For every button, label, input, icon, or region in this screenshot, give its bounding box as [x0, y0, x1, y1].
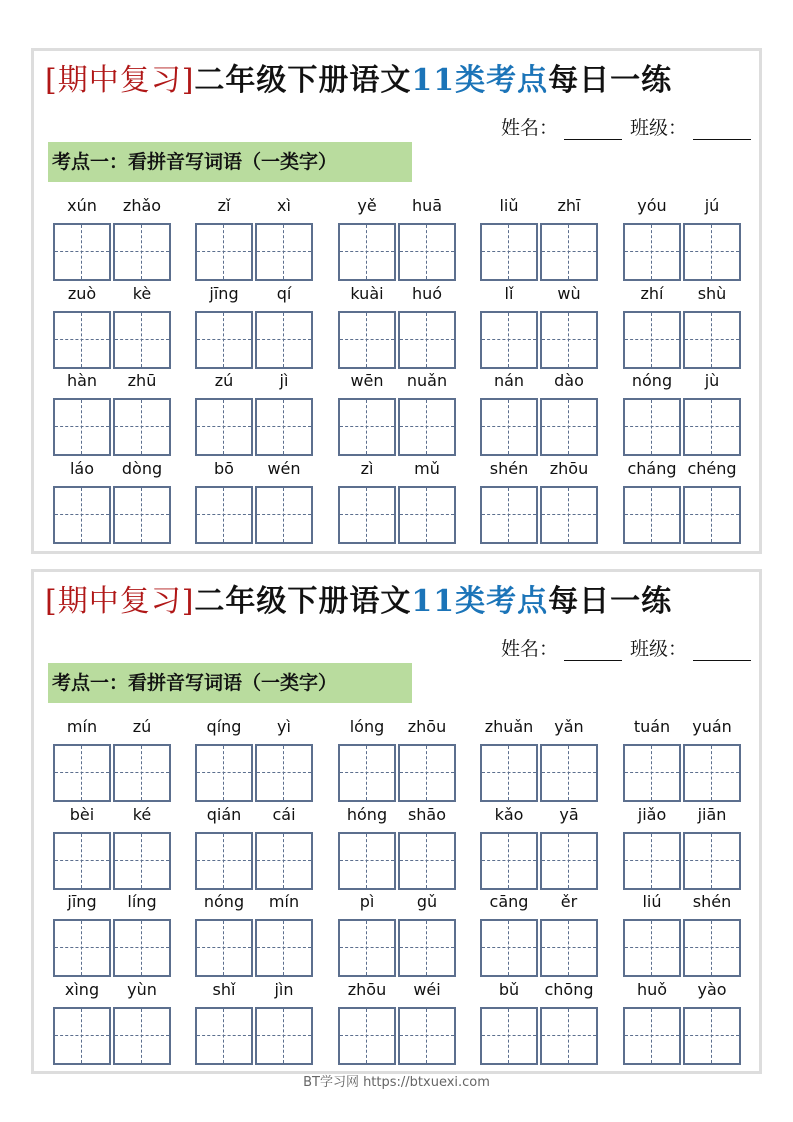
tianzige-writing-box[interactable] — [113, 1007, 171, 1065]
tianzige-writing-box[interactable] — [540, 832, 598, 890]
worksheet-card — [31, 569, 762, 1074]
character-cell — [255, 458, 313, 546]
pinyin-label: dào — [554, 371, 584, 390]
pinyin-label: ké — [132, 805, 152, 824]
word-item — [338, 716, 458, 804]
word-item — [623, 458, 743, 546]
pinyin-label: shén — [692, 892, 732, 911]
pinyin-label: zú — [132, 717, 152, 736]
tianzige-writing-box[interactable] — [398, 1007, 456, 1065]
character-cell — [255, 370, 313, 458]
character-cell — [540, 195, 598, 283]
character-cell — [113, 716, 171, 804]
title-suffix: 每日一练 — [548, 63, 673, 98]
class-field[interactable] — [693, 118, 751, 140]
tianzige-writing-box[interactable] — [398, 744, 456, 802]
character-cell — [113, 891, 171, 979]
tianzige-writing-box[interactable] — [255, 311, 313, 369]
name-field[interactable] — [564, 639, 622, 661]
tianzige-writing-box[interactable] — [623, 486, 681, 544]
pinyin-label: zǐ — [217, 196, 231, 215]
character-cell — [113, 370, 171, 458]
title-highlight: 11类考点 — [411, 584, 549, 619]
name-label: 姓名： — [500, 117, 558, 139]
word-row — [34, 891, 759, 979]
tianzige-writing-box[interactable] — [623, 398, 681, 456]
tianzige-writing-box[interactable] — [540, 1007, 598, 1065]
tianzige-writing-box[interactable] — [338, 311, 396, 369]
pinyin-label: zhí — [640, 284, 664, 303]
tianzige-writing-box[interactable] — [623, 919, 681, 977]
character-cell — [398, 979, 456, 1067]
tianzige-writing-box[interactable] — [195, 919, 253, 977]
character-cell — [540, 979, 598, 1067]
pinyin-label: jì — [279, 371, 289, 390]
tianzige-writing-box[interactable] — [398, 486, 456, 544]
pinyin-label: huā — [411, 196, 443, 215]
tianzige-writing-box[interactable] — [540, 223, 598, 281]
pinyin-label: wéi — [413, 980, 441, 999]
tianzige-writing-box[interactable] — [623, 744, 681, 802]
title-prefix: [期中复习] — [45, 584, 195, 619]
tianzige-writing-box[interactable] — [255, 486, 313, 544]
title-highlight: 11类考点 — [411, 63, 549, 98]
word-item — [623, 370, 743, 458]
word-item — [623, 195, 743, 283]
character-cell — [683, 804, 741, 892]
pinyin-label: zhuǎn — [484, 717, 534, 736]
title-prefix: [期中复习] — [45, 63, 195, 98]
tianzige-writing-box[interactable] — [53, 832, 111, 890]
character-cell — [683, 716, 741, 804]
tianzige-writing-box[interactable] — [113, 311, 171, 369]
character-cell — [255, 804, 313, 892]
pinyin-label: yùn — [127, 980, 157, 999]
pinyin-label: kè — [132, 284, 152, 303]
character-cell — [540, 370, 598, 458]
tianzige-writing-box[interactable] — [398, 832, 456, 890]
pinyin-label: zhōu — [407, 717, 447, 736]
word-item — [338, 804, 458, 892]
pinyin-label: qíng — [206, 717, 242, 736]
tianzige-writing-box[interactable] — [195, 1007, 253, 1065]
pinyin-label: dòng — [121, 459, 163, 478]
tianzige-writing-box[interactable] — [255, 398, 313, 456]
pinyin-label: chéng — [687, 459, 737, 478]
pinyin-label: zhōu — [347, 980, 387, 999]
character-cell — [683, 370, 741, 458]
word-row — [34, 804, 759, 892]
word-item — [53, 979, 173, 1067]
pinyin-label: mǔ — [414, 459, 440, 478]
word-item — [480, 891, 600, 979]
pinyin-label: xún — [67, 196, 97, 215]
pinyin-label: jù — [704, 371, 720, 390]
word-item — [338, 458, 458, 546]
pinyin-label: xì — [277, 196, 291, 215]
tianzige-writing-box[interactable] — [338, 744, 396, 802]
pinyin-label: láo — [69, 459, 95, 478]
word-row — [34, 370, 759, 458]
word-item — [195, 283, 315, 371]
character-cell — [398, 195, 456, 283]
pinyin-label: jīng — [67, 892, 97, 911]
word-item — [195, 804, 315, 892]
tianzige-writing-box[interactable] — [480, 223, 538, 281]
tianzige-writing-box[interactable] — [195, 486, 253, 544]
word-item — [53, 195, 173, 283]
tianzige-writing-box[interactable] — [195, 311, 253, 369]
section-label: 考点一：看拼音写词语（一类字） — [48, 663, 412, 703]
word-item — [623, 804, 743, 892]
tianzige-writing-box[interactable] — [53, 223, 111, 281]
tianzige-writing-box[interactable] — [255, 744, 313, 802]
tianzige-writing-box[interactable] — [338, 486, 396, 544]
word-item — [480, 458, 600, 546]
pinyin-label: jiān — [697, 805, 727, 824]
pinyin-label: yào — [697, 980, 727, 999]
tianzige-writing-box[interactable] — [195, 744, 253, 802]
pinyin-label: zì — [360, 459, 374, 478]
tianzige-writing-box[interactable] — [338, 398, 396, 456]
word-item — [195, 716, 315, 804]
pinyin-label: nuǎn — [406, 371, 448, 390]
pinyin-label: zhī — [557, 196, 581, 215]
tianzige-writing-box[interactable] — [623, 1007, 681, 1065]
tianzige-writing-box[interactable] — [398, 398, 456, 456]
pinyin-label: yóu — [637, 196, 667, 215]
class-label: 班级： — [629, 117, 687, 139]
tianzige-writing-box[interactable] — [480, 486, 538, 544]
student-info — [501, 113, 751, 140]
tianzige-writing-box[interactable] — [398, 919, 456, 977]
tianzige-writing-box[interactable] — [113, 832, 171, 890]
section-label: 考点一：看拼音写词语（一类字） — [48, 142, 412, 182]
tianzige-writing-box[interactable] — [683, 919, 741, 977]
character-cell — [113, 804, 171, 892]
word-item — [195, 458, 315, 546]
name-field[interactable] — [564, 118, 622, 140]
tianzige-writing-box[interactable] — [540, 919, 598, 977]
character-cell — [255, 716, 313, 804]
word-item — [623, 979, 743, 1067]
word-item — [623, 716, 743, 804]
tianzige-writing-box[interactable] — [53, 398, 111, 456]
pinyin-label: yā — [559, 805, 579, 824]
pinyin-label: qí — [276, 284, 292, 303]
word-item — [195, 370, 315, 458]
word-item — [195, 891, 315, 979]
pinyin-label: gǔ — [416, 892, 438, 911]
pinyin-label: lóng — [349, 717, 385, 736]
word-item — [338, 283, 458, 371]
tianzige-writing-box[interactable] — [623, 223, 681, 281]
pinyin-label: tuán — [633, 717, 671, 736]
worksheet-title — [45, 582, 672, 622]
tianzige-writing-box[interactable] — [683, 311, 741, 369]
pinyin-label: hóng — [346, 805, 388, 824]
pinyin-label: cháng — [627, 459, 677, 478]
pinyin-label: zhōu — [549, 459, 589, 478]
character-cell — [683, 891, 741, 979]
pinyin-label: chōng — [544, 980, 594, 999]
character-cell — [398, 370, 456, 458]
word-item — [480, 804, 600, 892]
tianzige-writing-box[interactable] — [623, 832, 681, 890]
pinyin-label: wén — [267, 459, 301, 478]
word-row — [34, 195, 759, 283]
character-cell — [255, 891, 313, 979]
word-item — [480, 195, 600, 283]
tianzige-writing-box[interactable] — [623, 311, 681, 369]
tianzige-writing-box[interactable] — [53, 486, 111, 544]
pinyin-label: yě — [357, 196, 377, 215]
character-cell — [540, 804, 598, 892]
tianzige-writing-box[interactable] — [338, 1007, 396, 1065]
tianzige-writing-box[interactable] — [540, 311, 598, 369]
tianzige-writing-box[interactable] — [480, 398, 538, 456]
character-cell — [113, 195, 171, 283]
tianzige-writing-box[interactable] — [53, 311, 111, 369]
tianzige-writing-box[interactable] — [255, 919, 313, 977]
character-cell — [683, 458, 741, 546]
character-cell — [683, 195, 741, 283]
pinyin-label: yì — [277, 717, 291, 736]
pinyin-label: nóng — [203, 892, 245, 911]
pinyin-label: pì — [359, 892, 375, 911]
tianzige-writing-box[interactable] — [53, 744, 111, 802]
tianzige-writing-box[interactable] — [683, 1007, 741, 1065]
pinyin-label: líng — [127, 892, 157, 911]
tianzige-writing-box[interactable] — [398, 223, 456, 281]
word-item — [480, 979, 600, 1067]
pinyin-label: shāo — [407, 805, 447, 824]
tianzige-writing-box[interactable] — [113, 744, 171, 802]
pinyin-label: cái — [272, 805, 296, 824]
pinyin-label: jiǎo — [637, 805, 667, 824]
tianzige-writing-box[interactable] — [255, 832, 313, 890]
character-cell — [398, 283, 456, 371]
word-item — [53, 891, 173, 979]
pinyin-label: shù — [697, 284, 727, 303]
tianzige-writing-box[interactable] — [195, 223, 253, 281]
word-row — [34, 716, 759, 804]
title-suffix: 每日一练 — [548, 584, 673, 619]
word-item — [53, 804, 173, 892]
pinyin-label: zhū — [127, 371, 157, 390]
tianzige-writing-box[interactable] — [398, 311, 456, 369]
pinyin-label: kuài — [350, 284, 384, 303]
word-item — [338, 370, 458, 458]
tianzige-writing-box[interactable] — [480, 919, 538, 977]
pinyin-label: kǎo — [494, 805, 524, 824]
pinyin-label: mín — [66, 717, 98, 736]
character-cell — [540, 458, 598, 546]
pinyin-label: lǐ — [504, 284, 514, 303]
pinyin-label: nóng — [631, 371, 673, 390]
tianzige-writing-box[interactable] — [480, 832, 538, 890]
character-cell — [398, 716, 456, 804]
worksheet-title — [45, 61, 672, 101]
pinyin-label: huǒ — [636, 980, 668, 999]
tianzige-writing-box[interactable] — [113, 223, 171, 281]
word-item — [480, 370, 600, 458]
pinyin-label: bǔ — [498, 980, 520, 999]
footer-watermark: BT学习网 https://btxuexi.com — [303, 1075, 490, 1090]
tianzige-writing-box[interactable] — [480, 1007, 538, 1065]
word-item — [195, 195, 315, 283]
pinyin-label: shǐ — [212, 980, 236, 999]
tianzige-writing-box[interactable] — [255, 223, 313, 281]
tianzige-writing-box[interactable] — [255, 1007, 313, 1065]
character-cell — [255, 979, 313, 1067]
word-item — [623, 283, 743, 371]
tianzige-writing-box[interactable] — [540, 744, 598, 802]
pinyin-label: qián — [206, 805, 242, 824]
pinyin-label: yǎn — [554, 717, 584, 736]
tianzige-writing-box[interactable] — [683, 223, 741, 281]
tianzige-writing-box[interactable] — [113, 486, 171, 544]
word-item — [53, 370, 173, 458]
student-info — [501, 634, 751, 661]
tianzige-writing-box[interactable] — [338, 919, 396, 977]
character-cell — [683, 979, 741, 1067]
word-row — [34, 458, 759, 546]
tianzige-writing-box[interactable] — [338, 223, 396, 281]
pinyin-label: yuán — [692, 717, 732, 736]
pinyin-label: jú — [704, 196, 720, 215]
character-cell — [398, 891, 456, 979]
character-cell — [398, 458, 456, 546]
character-cell — [113, 283, 171, 371]
word-item — [623, 891, 743, 979]
word-item — [53, 458, 173, 546]
pinyin-label: jìn — [274, 980, 294, 999]
character-cell — [113, 458, 171, 546]
pinyin-label: zuò — [67, 284, 97, 303]
pinyin-label: bèi — [69, 805, 95, 824]
class-field[interactable] — [693, 639, 751, 661]
character-cell — [540, 891, 598, 979]
word-item — [53, 283, 173, 371]
tianzige-writing-box[interactable] — [113, 398, 171, 456]
pinyin-label: ěr — [560, 892, 578, 911]
word-row — [34, 979, 759, 1067]
character-cell — [255, 195, 313, 283]
word-item — [480, 716, 600, 804]
character-cell — [113, 979, 171, 1067]
character-cell — [398, 804, 456, 892]
pinyin-label: huó — [411, 284, 443, 303]
worksheet-card — [31, 48, 762, 554]
word-item — [338, 891, 458, 979]
tianzige-writing-box[interactable] — [195, 398, 253, 456]
pinyin-label: liú — [642, 892, 662, 911]
tianzige-writing-box[interactable] — [683, 832, 741, 890]
word-row — [34, 283, 759, 371]
character-cell — [540, 283, 598, 371]
tianzige-writing-box[interactable] — [540, 486, 598, 544]
character-cell — [683, 283, 741, 371]
pinyin-label: zhǎo — [122, 196, 162, 215]
pinyin-label: mín — [268, 892, 300, 911]
pinyin-label: xìng — [64, 980, 100, 999]
word-item — [53, 716, 173, 804]
pinyin-label: shén — [489, 459, 529, 478]
tianzige-writing-box[interactable] — [480, 311, 538, 369]
class-label: 班级： — [629, 638, 687, 660]
word-item — [338, 979, 458, 1067]
tianzige-writing-box[interactable] — [113, 919, 171, 977]
tianzige-writing-box[interactable] — [683, 398, 741, 456]
character-cell — [255, 283, 313, 371]
tianzige-writing-box[interactable] — [53, 1007, 111, 1065]
pinyin-label: zú — [214, 371, 234, 390]
word-item — [338, 195, 458, 283]
tianzige-writing-box[interactable] — [480, 744, 538, 802]
pinyin-label: bō — [214, 459, 234, 478]
tianzige-writing-box[interactable] — [683, 744, 741, 802]
pinyin-label: hàn — [66, 371, 98, 390]
tianzige-writing-box[interactable] — [683, 486, 741, 544]
pinyin-label: wù — [557, 284, 581, 303]
character-cell — [540, 716, 598, 804]
pinyin-label: nán — [493, 371, 525, 390]
tianzige-writing-box[interactable] — [338, 832, 396, 890]
pinyin-label: cāng — [489, 892, 529, 911]
tianzige-writing-box[interactable] — [53, 919, 111, 977]
title-main: 二年级下册语文 — [194, 63, 412, 98]
pinyin-label: jīng — [209, 284, 239, 303]
pinyin-label: wēn — [350, 371, 384, 390]
pinyin-label: liǔ — [499, 196, 519, 215]
word-item — [195, 979, 315, 1067]
tianzige-writing-box[interactable] — [540, 398, 598, 456]
name-label: 姓名： — [500, 638, 558, 660]
title-main: 二年级下册语文 — [194, 584, 412, 619]
word-item — [480, 283, 600, 371]
tianzige-writing-box[interactable] — [195, 832, 253, 890]
